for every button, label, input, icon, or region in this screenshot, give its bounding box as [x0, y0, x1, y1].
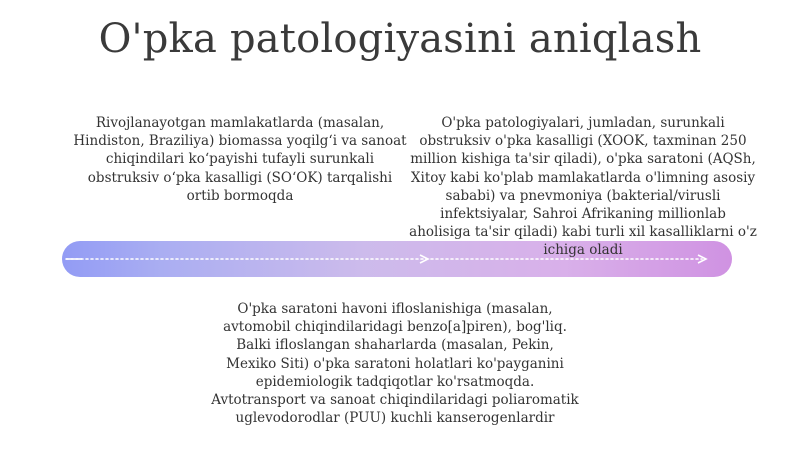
- slide-title: O'pka patologiyasini aniqlash: [98, 16, 702, 62]
- bottom-text-block: O'pka saratoni havoni ifloslanishiga (masalan, avtomobil chiqindilaridagi benzo[a]piren), bog'liq. Balki ifloslangan shaharlarda (masalan, Pekin, Mexiko Siti) o'pka saratoni holatlari ko'payganini epidemiologik tadqiqotlar ko'rsatmoqda. Avtotransport va sanoat chiqindilaridagi poliaromatik uglevodorodlar (PUU) kuchli kanserogenlardir: [211, 301, 579, 427]
- left-text-block: Rivojlanayotgan mamlakatlarda (masalan, Hindiston, Braziliya) biomassa yoqilg‘i va sanoat chiqindilari ko‘payishi tufayli surunkali obstruksiv o‘pka kasalligi (SO‘OK) tarqalishi ortib bormoqda: [73, 115, 407, 204]
- right-text-block: O'pka patologiyalari, jumladan, surunkali obstruksiv o'pka kasalligi (XOOK, taxminan 250 million kishiga ta'sir qiladi), o'pka saratoni (AQSh, Xitoy kabi ko'plab mamlakatlarda o'limning asosiy sababi) va pnevmoniya (bakterial/virusli infektsiyalar, Sahroi Afrikaning millionlab aholisiga ta'sir qiladi) kabi turli xil kasalliklarni o'z ichiga oladi: [409, 115, 757, 259]
